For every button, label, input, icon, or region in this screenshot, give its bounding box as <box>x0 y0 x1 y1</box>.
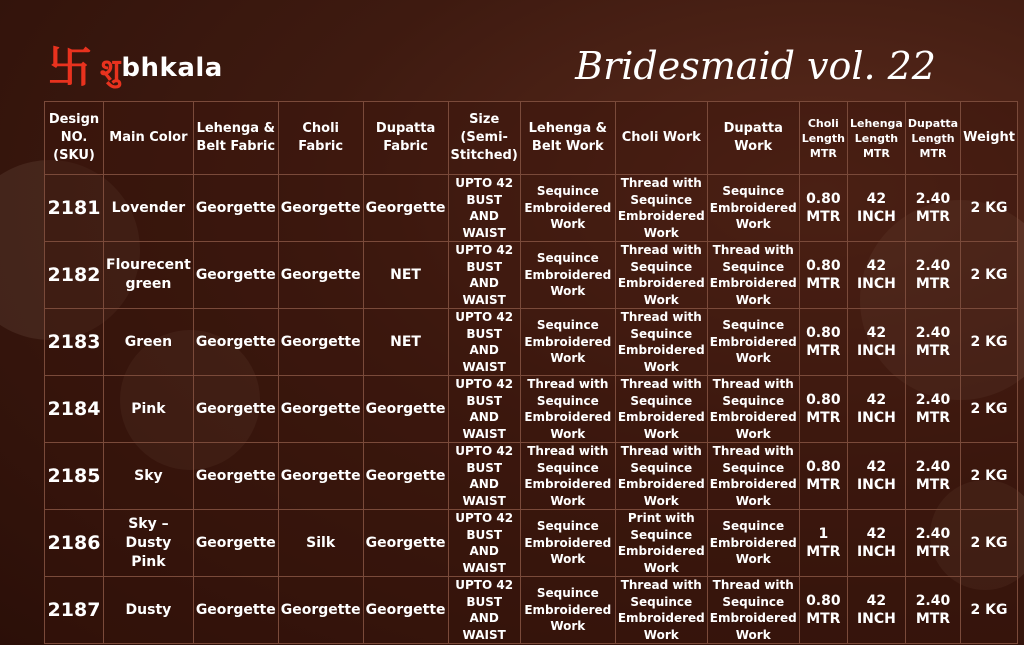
header-weight: Weight <box>961 102 1018 175</box>
cell-choli-fabric: Georgette <box>278 309 363 376</box>
cell-dupatta-length: 2.40 MTR <box>905 577 960 644</box>
cell-weight: 2 KG <box>961 175 1018 242</box>
table-row <box>45 510 1018 577</box>
cell-choli-length: 0.80 MTR <box>799 175 847 242</box>
cell-lehenga-work: Sequince Embroidered Work <box>520 577 615 644</box>
cell-lehenga-length: 42 INCH <box>847 309 905 376</box>
cell-dupatta-length: 2.40 MTR <box>905 175 960 242</box>
header-size: Size (Semi-Stitched) <box>448 102 520 175</box>
cell-size: UPTO 42 BUST AND WAIST <box>448 175 520 242</box>
table-row <box>45 175 1018 242</box>
cell-choli-fabric: Georgette <box>278 577 363 644</box>
cell-dupatta-length: 2.40 MTR <box>905 376 960 443</box>
table-row <box>45 376 1018 443</box>
header-row <box>45 102 1018 175</box>
header-choli-work: Choli Work <box>615 102 707 175</box>
cell-choli-work: Thread with Sequince Embroidered Work <box>615 443 707 510</box>
cell-weight: 2 KG <box>961 577 1018 644</box>
cell-size: UPTO 42 BUST AND WAIST <box>448 376 520 443</box>
header-lehenga-work: Lehenga & Belt Work <box>520 102 615 175</box>
cell-dupatta-fabric: NET <box>363 309 448 376</box>
cell-lehenga-fabric: Georgette <box>193 175 278 242</box>
cell-lehenga-fabric: Georgette <box>193 577 278 644</box>
swastik-icon: 卐 <box>48 42 92 93</box>
cell-dupatta-fabric: Georgette <box>363 376 448 443</box>
header-lehenga-fabric: Lehenga & Belt Fabric <box>193 102 278 175</box>
header-dupatta-work: Dupatta Work <box>707 102 799 175</box>
cell-main-color: Sky <box>104 443 194 510</box>
cell-weight: 2 KG <box>961 309 1018 376</box>
cell-dupatta-work: Thread with Sequince Embroidered Work <box>707 242 799 309</box>
product-table <box>44 101 1018 644</box>
cell-sku: 2185 <box>45 443 104 510</box>
cell-dupatta-work: Sequince Embroidered Work <box>707 309 799 376</box>
catalog-title: Bridesmaid vol. 22 <box>575 44 936 88</box>
cell-lehenga-work: Thread with Sequince Embroidered Work <box>520 376 615 443</box>
cell-dupatta-work: Thread with Sequince Embroidered Work <box>707 443 799 510</box>
cell-dupatta-fabric: NET <box>363 242 448 309</box>
cell-choli-fabric: Georgette <box>278 175 363 242</box>
cell-sku: 2183 <box>45 309 104 376</box>
brand-mark: शु <box>100 52 121 88</box>
cell-choli-fabric: Georgette <box>278 376 363 443</box>
brand-logo <box>48 44 223 92</box>
cell-dupatta-work: Sequince Embroidered Work <box>707 175 799 242</box>
cell-lehenga-length: 42 INCH <box>847 577 905 644</box>
cell-choli-fabric: Georgette <box>278 242 363 309</box>
cell-sku: 2186 <box>45 510 104 577</box>
brand-name: bhkala <box>121 53 223 83</box>
cell-sku: 2184 <box>45 376 104 443</box>
cell-lehenga-work: Sequince Embroidered Work <box>520 309 615 376</box>
cell-main-color: Flourecent green <box>104 242 194 309</box>
cell-lehenga-fabric: Georgette <box>193 309 278 376</box>
cell-dupatta-fabric: Georgette <box>363 175 448 242</box>
cell-dupatta-length: 2.40 MTR <box>905 242 960 309</box>
cell-dupatta-work: Thread with Sequince Embroidered Work <box>707 376 799 443</box>
cell-choli-work: Thread with Sequince Embroidered Work <box>615 376 707 443</box>
cell-lehenga-length: 42 INCH <box>847 510 905 577</box>
cell-lehenga-fabric: Georgette <box>193 242 278 309</box>
cell-size: UPTO 42 BUST AND WAIST <box>448 510 520 577</box>
header-main-color: Main Color <box>104 102 194 175</box>
cell-choli-fabric: Silk <box>278 510 363 577</box>
cell-choli-length: 0.80 MTR <box>799 242 847 309</box>
cell-lehenga-work: Sequince Embroidered Work <box>520 175 615 242</box>
header-dupatta-length: Dupatta Length MTR <box>905 102 960 175</box>
cell-weight: 2 KG <box>961 510 1018 577</box>
table-row <box>45 242 1018 309</box>
cell-lehenga-length: 42 INCH <box>847 242 905 309</box>
cell-dupatta-work: Sequince Embroidered Work <box>707 510 799 577</box>
cell-sku: 2181 <box>45 175 104 242</box>
cell-dupatta-length: 2.40 MTR <box>905 443 960 510</box>
cell-dupatta-fabric: Georgette <box>363 510 448 577</box>
cell-main-color: Pink <box>104 376 194 443</box>
cell-main-color: Sky – Dusty Pink <box>104 510 194 577</box>
header-choli-length: Choli Length MTR <box>799 102 847 175</box>
cell-choli-work: Print with Sequince Embroidered Work <box>615 510 707 577</box>
cell-lehenga-fabric: Georgette <box>193 443 278 510</box>
cell-lehenga-fabric: Georgette <box>193 376 278 443</box>
cell-size: UPTO 42 BUST AND WAIST <box>448 443 520 510</box>
header-choli-fabric: Choli Fabric <box>278 102 363 175</box>
cell-choli-fabric: Georgette <box>278 443 363 510</box>
cell-size: UPTO 42 BUST AND WAIST <box>448 309 520 376</box>
cell-choli-work: Thread with Sequince Embroidered Work <box>615 309 707 376</box>
cell-choli-length: 0.80 MTR <box>799 309 847 376</box>
cell-lehenga-work: Sequince Embroidered Work <box>520 242 615 309</box>
cell-weight: 2 KG <box>961 443 1018 510</box>
cell-choli-work: Thread with Sequince Embroidered Work <box>615 242 707 309</box>
cell-dupatta-fabric: Georgette <box>363 577 448 644</box>
cell-choli-length: 0.80 MTR <box>799 376 847 443</box>
cell-choli-length: 0.80 MTR <box>799 577 847 644</box>
cell-lehenga-length: 42 INCH <box>847 376 905 443</box>
table-row <box>45 309 1018 376</box>
cell-main-color: Green <box>104 309 194 376</box>
cell-weight: 2 KG <box>961 376 1018 443</box>
cell-choli-work: Thread with Sequince Embroidered Work <box>615 577 707 644</box>
header-dupatta-fabric: Dupatta Fabric <box>363 102 448 175</box>
cell-choli-length: 0.80 MTR <box>799 443 847 510</box>
cell-lehenga-work: Thread with Sequince Embroidered Work <box>520 443 615 510</box>
cell-lehenga-length: 42 INCH <box>847 175 905 242</box>
cell-weight: 2 KG <box>961 242 1018 309</box>
table-row <box>45 577 1018 644</box>
cell-lehenga-fabric: Georgette <box>193 510 278 577</box>
cell-main-color: Dusty <box>104 577 194 644</box>
cell-lehenga-length: 42 INCH <box>847 443 905 510</box>
cell-dupatta-fabric: Georgette <box>363 443 448 510</box>
header-design-no: Design NO. (SKU) <box>45 102 104 175</box>
cell-sku: 2182 <box>45 242 104 309</box>
header-lehenga-length: Lehenga Length MTR <box>847 102 905 175</box>
cell-choli-work: Thread with Sequince Embroidered Work <box>615 175 707 242</box>
cell-dupatta-length: 2.40 MTR <box>905 510 960 577</box>
cell-size: UPTO 42 BUST AND WAIST <box>448 577 520 644</box>
cell-lehenga-work: Sequince Embroidered Work <box>520 510 615 577</box>
table-row <box>45 443 1018 510</box>
cell-sku: 2187 <box>45 577 104 644</box>
cell-dupatta-length: 2.40 MTR <box>905 309 960 376</box>
cell-dupatta-work: Thread with Sequince Embroidered Work <box>707 577 799 644</box>
cell-main-color: Lovender <box>104 175 194 242</box>
cell-choli-length: 1 MTR <box>799 510 847 577</box>
cell-size: UPTO 42 BUST AND WAIST <box>448 242 520 309</box>
